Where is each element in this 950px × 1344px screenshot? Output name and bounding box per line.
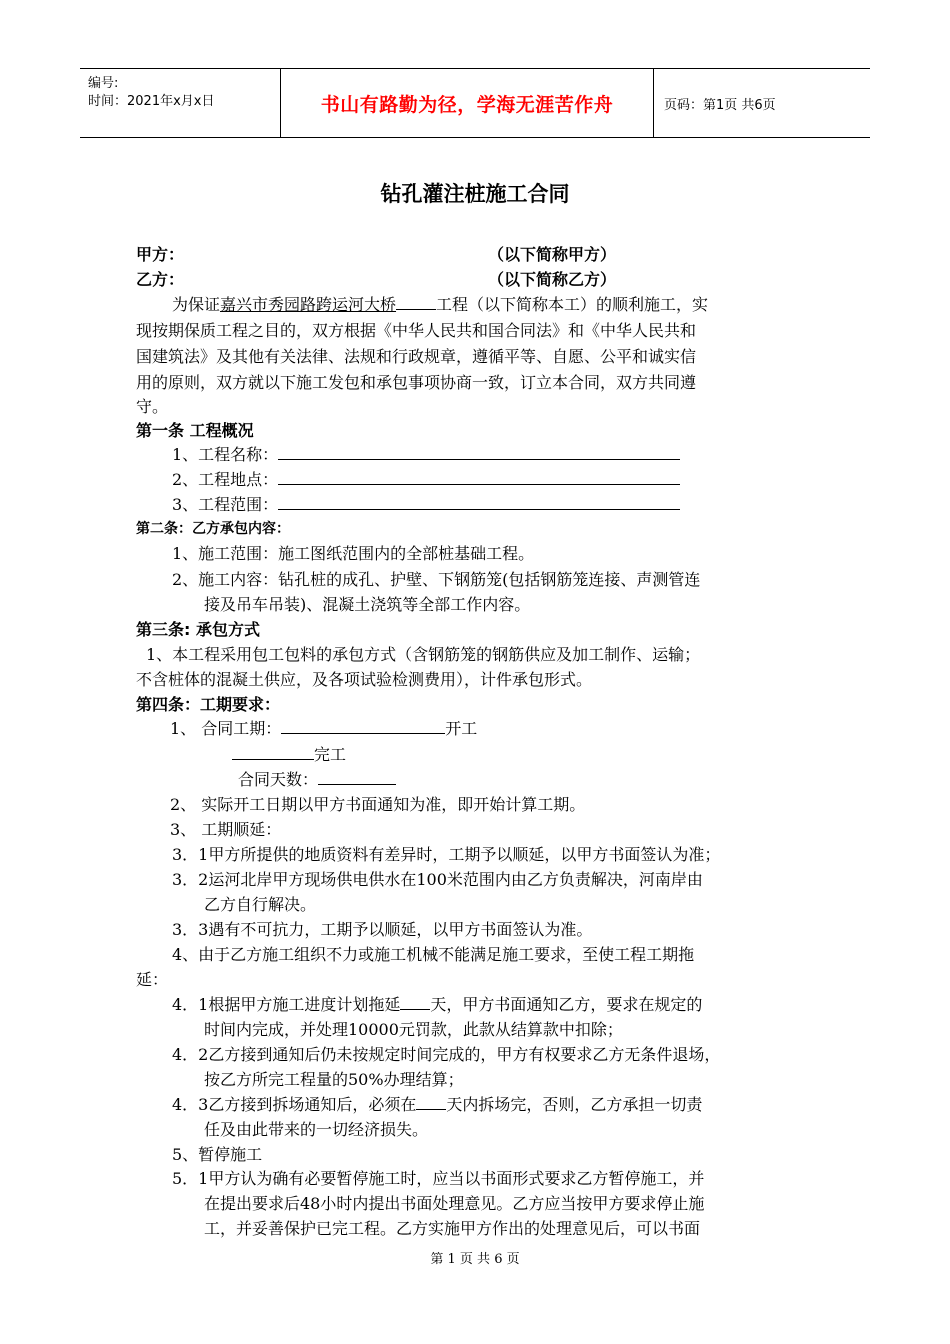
teardown-days-blank [416,1094,446,1110]
header-motto-cell [280,69,654,137]
project-location-label: 2、工程地点： [172,470,279,489]
article-4-item-5-1-line-2: 在提出要求后48小时内提出书面处理意见。乙方应当按甲方要求停止施 [204,1194,705,1213]
article-4-item-4-1-line-1 [172,994,702,1016]
teardown-text-post: 天内拆场完，否则，乙方承担一切责 [446,1095,703,1114]
party-a-label: 甲方： [136,245,185,264]
contract-days-line [238,769,396,791]
page-footer: 第 1 页 共 6 页 [430,1252,520,1267]
contract-period-label: 1、 合同工期： [170,719,282,738]
intro-line-3: 国建筑法》及其他有关法律、法规和行政规章，遵循平等、自愿、公平和诚实信 [136,347,697,366]
header-meta [80,69,280,137]
article-4-item-4-2-line-2: 按乙方所完工程量的50%办理结算； [204,1070,464,1089]
article-1-item-2 [172,469,680,491]
header-page-info: 页码：第1页 共6页 [664,97,776,113]
article-4-item-4-2-line-1: 4．2乙方接到通知后仍未按规定时间完成的，甲方有权要求乙方无条件退场， [172,1045,721,1064]
delay-days-blank [400,994,430,1010]
article-3-heading: 第三条: 承包方式 [136,620,260,639]
intro-line-5: 守。 [136,397,169,416]
project-scope-blank [278,494,680,510]
intro-line-1 [172,294,708,316]
article-2-item-1: 1、施工范围：施工图纸范围内的全部桩基础工程。 [172,544,535,563]
project-name-blank [278,444,680,460]
end-label: 完工 [314,745,347,764]
project-blank [396,294,436,310]
end-date-blank [232,744,314,760]
article-4-item-4-line-1: 4、由于乙方施工组织不力或施工机械不能满足施工要求，至使工程工期拖 [172,945,695,964]
delay-text-pre: 4．1根据甲方施工进度计划拖延 [172,995,401,1014]
project-location-blank [278,469,680,485]
article-3-line-1: 1、本工程采用包工包料的承包方式（含钢筋笼的钢筋供应及加工制作、运输； [146,645,701,664]
article-4-item-3-2-line-2: 乙方自行解决。 [204,895,317,914]
document-time-label: 时间：2021年x月x日 [88,94,215,109]
contract-period-line [170,718,477,740]
article-3-line-2: 不含桩体的混凝土供应，及各项试验检测费用），计件承包形式。 [136,670,593,689]
article-1-item-3 [172,494,680,516]
project-name: 嘉兴市秀园路跨运河大桥 [220,295,397,314]
article-1-item-1 [172,444,680,466]
intro-line-1-pre: 为保证 [172,295,221,314]
article-4-item-3-3: 3．3遇有不可抗力，工期予以顺延，以甲方书面签认为准。 [172,920,593,939]
article-4-item-4-line-2: 延： [136,970,169,989]
teardown-text-pre: 4．3乙方接到拆场通知后，必须在 [172,1095,417,1114]
intro-line-2: 现按期保质工程之目的，双方根据《中华人民共和国合同法》和《中华人民共和 [136,321,697,340]
article-4-item-4-3-line-2: 任及由此带来的一切经济损失。 [204,1120,429,1139]
article-4-item-5-1-line-1: 5．1甲方认为确有必要暂停施工时，应当以书面形式要求乙方暂停施工，并 [172,1169,705,1188]
start-date-blank [281,718,445,734]
page-header [80,68,870,138]
article-2-heading: 第二条：乙方承包内容： [136,521,290,537]
article-4-item-4-1-line-2: 时间内完成，并处理10000元罚款，此款从结算款中扣除； [204,1020,623,1039]
article-4-item-5: 5、暂停施工 [172,1145,263,1164]
contract-days-label: 合同天数： [238,770,319,789]
project-scope-label: 3、工程范围： [172,495,279,514]
article-4-item-5-1-line-3: 工，并妥善保护已完工程。乙方实施甲方作出的处理意见后，可以书面 [204,1219,701,1238]
article-4-item-2: 2、 实际开工日期以甲方书面通知为准，即开始计算工期。 [170,795,586,814]
start-label: 开工 [445,719,478,738]
completion-line [232,744,346,766]
project-name-label: 1、工程名称： [172,445,279,464]
contract-title: 钻孔灌注桩施工合同 [380,182,570,206]
party-b-note: （以下简称乙方） [488,270,617,289]
article-4-item-3-2-line-1: 3．2运河北岸甲方现场供电供水在100米范围内由乙方负责解决，河南岸由 [172,870,703,889]
article-4-item-3-1: 3．1甲方所提供的地质资料有差异时，工期予以顺延，以甲方书面签认为准； [172,845,721,864]
article-2-item-2-line-1: 2、施工内容：钻孔桩的成孔、护壁、下钢筋笼(包括钢筋笼连接、声测管连 [172,570,701,589]
intro-line-1-post: 工程（以下简称本工）的顺利施工，实 [436,295,709,314]
article-1-heading: 第一条 工程概况 [136,421,254,440]
article-4-item-4-3-line-1 [172,1094,702,1116]
article-2-item-2-line-2: 接及吊车吊装)、混凝土浇筑等全部工作内容。 [204,595,531,614]
article-4-item-3: 3、 工期顺延： [170,820,282,839]
party-a-note: （以下简称甲方） [488,245,617,264]
contract-days-blank [318,769,396,785]
party-b-label: 乙方： [136,270,185,289]
header-motto: 书山有路勤为径，学海无涯苦作舟 [320,93,614,116]
delay-text-post: 天，甲方书面通知乙方，要求在规定的 [430,995,703,1014]
article-4-heading: 第四条：工期要求： [136,695,281,714]
document-number-label: 编号: [88,76,119,91]
intro-line-4: 用的原则，双方就以下施工发包和承包事项协商一致，订立本合同，双方共同遵 [136,373,697,392]
